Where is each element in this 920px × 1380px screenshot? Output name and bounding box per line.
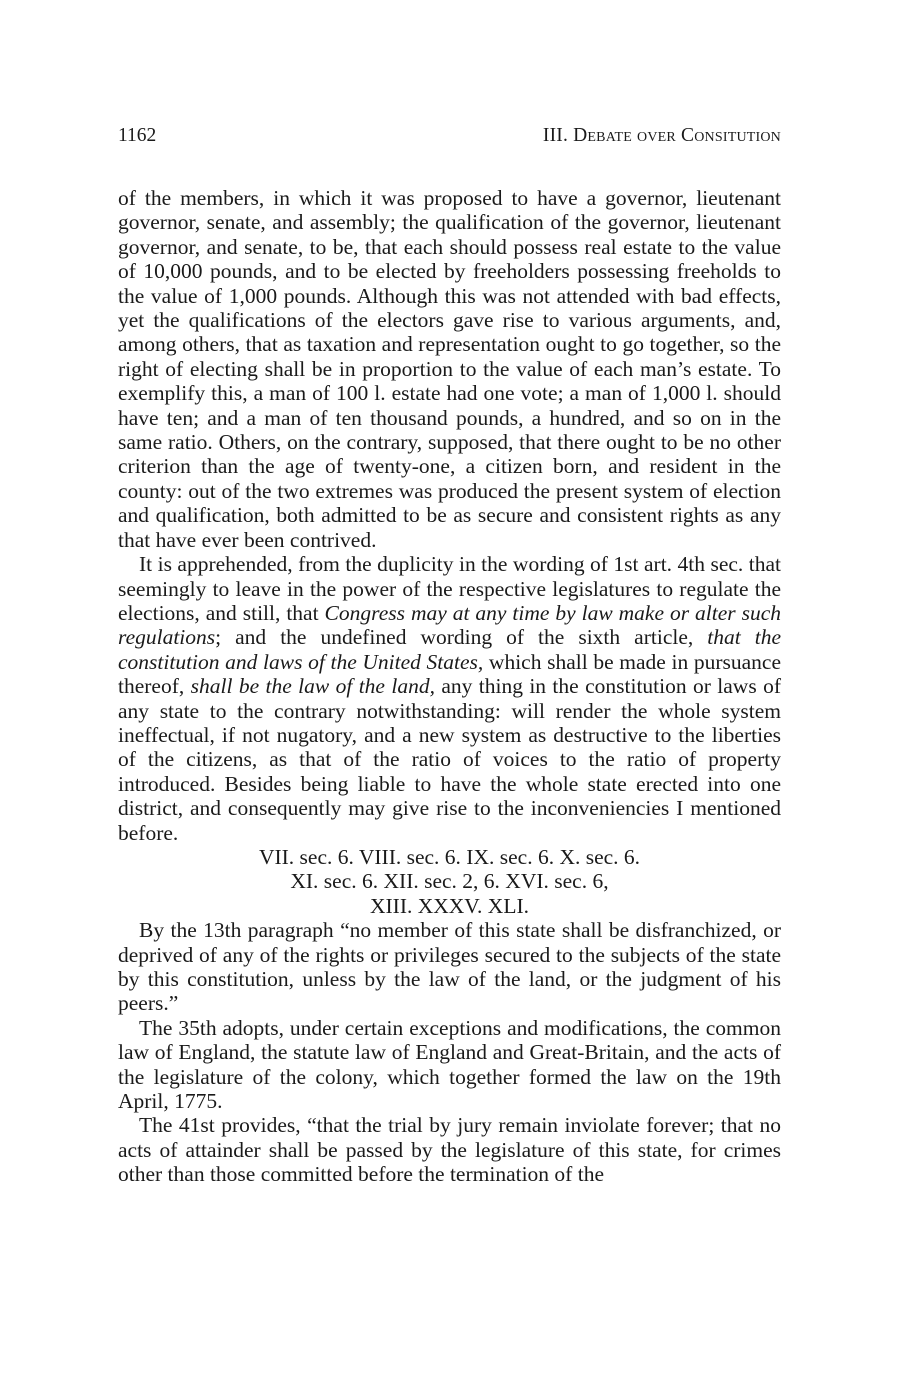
page-number: 1162: [118, 125, 157, 146]
text-run: It is apprehended, from the duplicity in the wording of 1st art. 4th sec. that seemingly to leave in the power of the respective legislatures to regulate the elections, and still, that: [118, 552, 781, 625]
paragraph-35th: The 35th adopts, under certain exceptions and modifications, the common law of England, the statute law of England and Great-Britain, and the acts of the legislature of the colony, which together formed the law on the 19th April, 1775.: [118, 1015, 781, 1114]
reference-line: VII. sec. 6. VIII. sec. 6. IX. sec. 6. X. sec. 6.: [258, 844, 641, 869]
running-head: [118, 122, 781, 150]
paragraph-13th: By the 13th paragraph “no member of this state shall be disfranchized, or deprived of any of the rights or privileges secured to the subjects of the state by this constitution, unless by the law of the land, or the judgment of his peers.”: [118, 918, 781, 1016]
reference-line: XI. sec. 6. XII. sec. 2, 6. XVI. sec. 6,: [290, 869, 609, 894]
reference-line: XIII. XXXV. XLI.: [369, 893, 530, 918]
paragraph-41st: The 41st provides, “that the trial by jury remain inviolate forever; that no acts of attainder shall be passed by the legislature of this state, for crimes other than those committed before the termination of the: [118, 1113, 781, 1187]
text-run: any thing in the constitution or laws of any state to the contrary notwithstanding: will render the whole system ineffectual, if not nugatory, and a new system as destructive to the liberties of the citizens, as that of the ratio of voices to the ratio of property introduced. Besides being liable to have the whole state erected into one district, and consequently may give rise to the inconveniencies I mentioned before.: [118, 674, 781, 845]
italic-quote: Congress may at any time by law make or alter such regulations: [118, 600, 782, 650]
italic-quote: that the constitution and laws of the United States,: [118, 625, 781, 674]
text-run: ; and the undefined wording of the sixth article,: [215, 625, 708, 650]
body-text: [118, 186, 781, 1187]
text-run: which shall be made in pursuance thereof,: [118, 649, 781, 699]
section-title: III. Debate over Consitution: [542, 125, 781, 146]
italic-quote: shall be the law of the land,: [190, 674, 435, 699]
document-page: [118, 122, 781, 1187]
paragraph-continued: of the members, in which it was proposed to have a governor, lieutenant governor, senate, and assembly; the qualification of the governor, lieutenant governor, and senate, to be, that each should possess real estate to the value of 10,000 pounds, and to be elected by freeholders possessing freeholds to the value of 1,000 pounds. Although this was not attended with bad effects, yet the qualifications of the electors gave rise to various arguments, and, among others, that as taxation and representation ought to go together, so the right of electing shall be in proportion to the value of each man’s estate. To exemplify this, a man of 100 l. estate had one vote; a man of 1,000 l. should have ten; and a man of ten thousand pounds, a hundred, and so on in the same ratio. Others, on the contrary, supposed, that there ought to be no other criterion than the age of twenty-one, a citizen born, and resident in the county: out of the two extremes was produced the present system of election and qualification, both admitted to be as secure and consistent rights as any that have ever been contrived.: [118, 186, 781, 552]
paragraph-apprehended: [118, 552, 781, 845]
